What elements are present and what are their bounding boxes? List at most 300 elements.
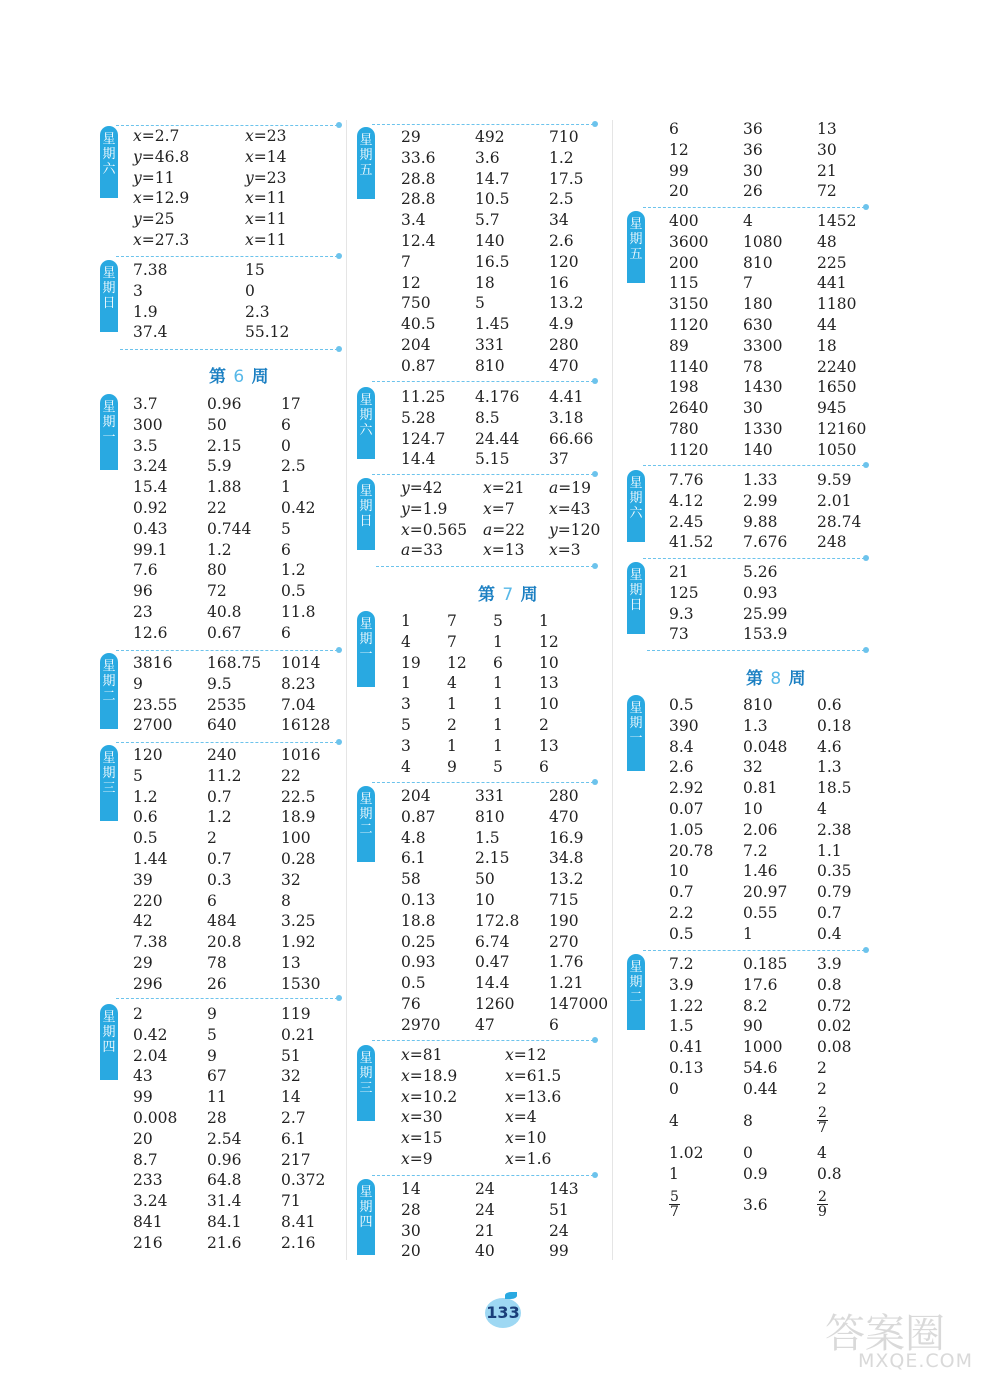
answer-cell: 6 [281, 415, 291, 434]
week-title-suffix: 周 [251, 367, 270, 387]
answer-cell: x=1.6 [505, 1150, 552, 1168]
answer-cell: 2.06 [743, 820, 778, 839]
answer-cell: 1120 [669, 440, 709, 459]
answer-cell: 945 [817, 399, 847, 418]
answer-cell: 48 [817, 232, 837, 251]
answer-cell: 23 [133, 603, 153, 621]
week-title-prefix: 第 [478, 585, 496, 605]
answer-cell: 331 [475, 336, 505, 354]
answer-cell: 0.92 [133, 499, 168, 517]
answer-cell: 13.2 [549, 294, 584, 313]
answer-cell: 0 [245, 281, 255, 300]
answer-cell: 2.7 [281, 1109, 306, 1127]
weekday-tab [357, 478, 375, 550]
weekday-label: 星 期 四 [102, 1010, 116, 1055]
answer-cell: 5.26 [743, 563, 778, 581]
answer-cell: 2.6 [549, 232, 574, 250]
dashed-divider [116, 650, 338, 651]
answer-cell [669, 1190, 680, 1219]
answer-cell: 0.372 [281, 1171, 326, 1190]
dashed-divider [120, 349, 338, 350]
answer-cell: x=7 [483, 499, 515, 518]
answer-cell: 0.96 [207, 395, 242, 413]
answer-cell: 143 [549, 1180, 579, 1198]
answer-cell: 5 [207, 1025, 217, 1044]
answer-cell: 6 [281, 623, 291, 642]
answer-cell: 12.4 [401, 232, 436, 250]
answer-cell: a=33 [401, 541, 443, 560]
answer-cell: 3.6 [743, 1196, 768, 1214]
answer-cell: 0.21 [281, 1025, 316, 1044]
weekday-tab [627, 562, 645, 634]
answer-cell: 8 [281, 891, 291, 910]
answer-cell: 4 [401, 632, 411, 651]
answer-cell: x=12 [505, 1046, 547, 1064]
answer-cell: 7 [743, 274, 753, 293]
weekday-tab [627, 954, 645, 1030]
answer-cell: 1.22 [669, 996, 704, 1015]
answer-cell: 2.01 [817, 491, 852, 510]
answer-cell: x=13 [483, 541, 525, 560]
answer-cell: 0.6 [133, 808, 158, 827]
answer-cell: 4.41 [549, 388, 584, 406]
answer-cell: x=12.9 [133, 189, 190, 208]
answer-cell: 4.12 [669, 491, 704, 510]
answer-cell: 4 [401, 757, 411, 776]
answer-cell: 1050 [817, 440, 857, 459]
answer-cell: 217 [281, 1150, 311, 1169]
answer-cell: 9.59 [817, 471, 852, 489]
weekday-tab [357, 611, 375, 687]
answer-cell: 18.5 [817, 779, 852, 798]
weekday-label: 星 期 六 [359, 393, 373, 438]
answer-cell: 3300 [743, 336, 783, 355]
answer-cell: 0.67 [207, 623, 242, 642]
answer-cell: 140 [743, 440, 773, 459]
answer-cell: 1.5 [669, 1017, 694, 1036]
answer-cell: x=43 [549, 499, 591, 518]
answer-cell: 390 [669, 716, 699, 735]
answer-cell: 220 [133, 891, 163, 910]
answer-cell: 19 [401, 653, 421, 672]
answer-cell: 1 [539, 612, 549, 630]
answer-cell: 120 [133, 746, 163, 764]
weekday-label: 星 期 六 [102, 132, 116, 177]
answer-cell: 1.76 [549, 953, 584, 972]
answer-cell: 12 [669, 140, 689, 159]
answer-cell: 44 [817, 316, 837, 334]
dashed-divider [643, 465, 865, 466]
answer-cell: 51 [281, 1046, 301, 1065]
answer-cell: 5 [281, 519, 291, 538]
weekday-label: 星 期 三 [102, 751, 116, 796]
answer-cell: 2 [133, 1005, 143, 1023]
answer-cell: 16.5 [475, 252, 510, 271]
answer-cell: 24 [549, 1221, 569, 1240]
answer-cell: a=22 [483, 520, 525, 539]
answer-cell: 1 [493, 736, 503, 755]
answer-cell: 58 [401, 870, 421, 889]
answer-cell: 10 [539, 695, 559, 714]
answer-cell: 0.7 [207, 787, 232, 806]
answer-cell: 31.4 [207, 1192, 242, 1211]
weekday-label: 星 期 六 [629, 476, 643, 521]
answer-cell: 2.99 [743, 491, 778, 510]
answer-cell: 841 [133, 1213, 163, 1231]
answer-cell: 0.08 [817, 1038, 852, 1057]
answer-cell: 2.3 [245, 302, 270, 321]
answer-cell: 5 [493, 612, 503, 630]
answer-cell: 2 [539, 716, 549, 734]
answer-cell: 18.9 [281, 808, 316, 827]
answer-cell: 2.16 [281, 1233, 316, 1252]
answer-cell: 0.42 [133, 1025, 168, 1044]
answer-cell: 21 [669, 563, 689, 581]
week-title-prefix: 第 [209, 367, 227, 387]
answer-cell: y=42 [401, 479, 443, 497]
answer-cell: 2535 [207, 695, 247, 714]
answer-cell: 9 [207, 1046, 217, 1065]
answer-cell: 14 [401, 1180, 421, 1198]
answer-cell: 20 [401, 1242, 421, 1261]
weekday-tab [100, 394, 118, 470]
answer-cell: x=11 [245, 189, 287, 208]
answer-cell: 9 [133, 674, 143, 693]
dashed-divider [372, 1175, 594, 1176]
answer-cell: x=11 [245, 231, 287, 249]
answer-cell: 99 [549, 1242, 569, 1261]
answer-cell: 89 [669, 336, 689, 355]
answer-cell: 1.02 [669, 1144, 704, 1162]
answer-cell: 6 [493, 653, 503, 672]
answer-cell: 2640 [669, 399, 709, 418]
answer-cell: 4.176 [475, 388, 520, 406]
answer-cell: 2 [207, 829, 217, 848]
answer-cell: x=3 [549, 541, 581, 560]
weekday-label: 星 期 一 [359, 617, 373, 662]
answer-cell: 300 [133, 415, 163, 434]
answer-cell: 6.1 [401, 849, 426, 868]
answer-cell: 1330 [743, 420, 783, 438]
answer-cell: 0.41 [669, 1038, 704, 1057]
answer-cell: 0.7 [207, 850, 232, 868]
answer-cell: y=120 [549, 520, 601, 539]
answer-cell: 0.87 [401, 807, 436, 826]
answer-cell: 11 [207, 1088, 227, 1107]
answer-cell: 2240 [817, 357, 857, 376]
answer-cell: 2.92 [669, 779, 704, 798]
weekday-tab [627, 211, 645, 283]
answer-cell: 18.8 [401, 911, 436, 930]
answer-cell: 0.744 [207, 519, 252, 538]
answer-cell: 11.25 [401, 388, 446, 406]
answer-cell: 115 [669, 274, 699, 293]
answer-cell: 2 [817, 1079, 827, 1098]
answer-cell: 5 [401, 716, 411, 734]
page-number: 133 [483, 1294, 523, 1328]
answer-cell: 24 [475, 1200, 495, 1219]
answer-cell: 10 [669, 862, 689, 881]
answer-cell: 5 [133, 766, 143, 785]
column-separator [612, 120, 613, 1260]
answer-cell: 0.35 [817, 862, 852, 881]
answer-cell: 0 [669, 1079, 679, 1098]
answer-cell: 1 [493, 695, 503, 714]
answer-cell: 1 [743, 924, 753, 943]
answer-cell: 7 [447, 612, 457, 630]
answer-cell: 0.47 [475, 953, 510, 972]
answer-cell: 76 [401, 995, 421, 1013]
answer-cell: 32 [281, 1067, 301, 1086]
answer-cell: 22 [207, 499, 227, 517]
column-separator [346, 120, 347, 1260]
answer-cell: 6 [539, 757, 549, 776]
answer-cell: 8.5 [475, 408, 500, 427]
answer-cell: 200 [669, 253, 699, 272]
answer-cell: 21 [475, 1221, 495, 1240]
answer-cell: 0.3 [207, 870, 232, 889]
answer-cell: 1.88 [207, 478, 242, 497]
answer-cell: 30 [401, 1221, 421, 1240]
dashed-divider [116, 256, 338, 257]
answer-cell: 4 [743, 212, 753, 230]
answer-cell: 34.8 [549, 849, 584, 868]
answer-cell: 0.55 [743, 904, 778, 922]
answer-cell: 1650 [817, 378, 857, 397]
answer-cell: 8.2 [743, 996, 768, 1015]
answer-cell: 13 [817, 120, 837, 138]
answer-cell: 0.13 [669, 1059, 704, 1077]
answer-cell: 28 [401, 1200, 421, 1219]
answer-cell: 30 [743, 161, 763, 180]
answer-cell: 3150 [669, 295, 709, 314]
answer-cell: 4.6 [817, 737, 842, 756]
answer-cell: 3.7 [133, 395, 158, 413]
answer-cell: 190 [549, 911, 579, 930]
answer-cell: 1.92 [281, 933, 316, 952]
fraction-numerator: 2 [818, 1189, 827, 1205]
answer-cell: 1000 [743, 1038, 783, 1057]
answer-cell: 78 [743, 357, 763, 376]
answer-cell: 0.4 [817, 924, 842, 943]
answer-cell: 25.99 [743, 604, 788, 623]
answer-cell: 8.7 [133, 1150, 158, 1169]
answer-cell: 41.52 [669, 533, 714, 552]
answer-cell: 1.9 [133, 302, 158, 321]
answer-cell: 13.2 [549, 870, 584, 889]
answer-cell: 470 [549, 356, 579, 375]
answer-cell: y=1.9 [401, 499, 448, 518]
answer-cell: x=15 [401, 1129, 443, 1148]
answer-cell: x=21 [483, 479, 525, 497]
answer-cell: 7.38 [133, 261, 168, 279]
weekday-tab [357, 127, 375, 199]
answer-cell: 1.21 [549, 974, 584, 993]
answer-cell: 4.8 [401, 828, 426, 847]
answer-cell: 0.5 [669, 696, 694, 714]
answer-cell: 34 [549, 211, 569, 230]
answer-cell: 73 [669, 625, 689, 644]
answer-cell: 0.79 [817, 883, 852, 902]
answer-cell: 4 [669, 1112, 679, 1130]
answer-cell: 29 [133, 954, 153, 972]
weekday-tab [627, 695, 645, 771]
answer-cell: 1.46 [743, 862, 778, 881]
answer-cell: x=2.7 [133, 127, 180, 145]
answer-cell: 640 [207, 716, 237, 735]
answer-cell: 5.15 [475, 450, 510, 469]
answer-cell: 296 [133, 974, 163, 993]
answer-cell: 0.185 [743, 955, 788, 973]
answer-cell: 7.04 [281, 695, 316, 714]
answer-cell: 37.4 [133, 323, 168, 342]
answer-cell: 2970 [401, 1015, 441, 1034]
answer-cell: 24 [475, 1180, 495, 1198]
answer-cell: x=0.565 [401, 520, 468, 539]
weekday-label: 星 期 一 [629, 701, 643, 746]
answer-cell: y=23 [245, 168, 287, 187]
answer-cell: 248 [817, 533, 847, 552]
answer-cell: 18 [817, 336, 837, 355]
answer-cell: 2.45 [669, 512, 704, 531]
answer-cell: 2.6 [669, 758, 694, 777]
answer-cell: 14.4 [401, 450, 436, 469]
answer-cell: 99 [133, 1088, 153, 1107]
answer-cell: 198 [669, 378, 699, 397]
answer-cell: 67 [207, 1067, 227, 1086]
answer-cell: 30 [743, 399, 763, 418]
answer-cell: 36 [743, 140, 763, 159]
answer-cell: 1.2 [133, 787, 158, 806]
answer-cell: 20.78 [669, 841, 714, 860]
dashed-divider [647, 650, 865, 651]
answer-cell: 168.75 [207, 654, 262, 672]
answer-cell: 9.88 [743, 512, 778, 531]
answer-cell: 1120 [669, 316, 709, 334]
answer-cell [817, 1190, 828, 1219]
answer-cell: 1.33 [743, 471, 778, 489]
answer-cell: 400 [669, 212, 699, 230]
week-title [746, 664, 807, 689]
answer-cell: 11.8 [281, 603, 316, 621]
answer-cell: 1 [401, 674, 411, 693]
answer-cell: 1.2 [207, 808, 232, 827]
fraction [669, 1190, 680, 1219]
answer-cell: 750 [401, 294, 431, 313]
answer-cell: 172.8 [475, 911, 520, 930]
answer-cell: 0.9 [743, 1165, 768, 1183]
answer-cell: 233 [133, 1171, 163, 1190]
answer-cell: 40.5 [401, 315, 436, 334]
answer-cell: 24.44 [475, 429, 520, 448]
answer-cell [817, 1106, 828, 1135]
dashed-divider [372, 381, 594, 382]
answer-cell: a=19 [549, 479, 591, 497]
answer-cell: 7 [401, 252, 411, 271]
answer-cell: 5.7 [475, 211, 500, 230]
answer-cell: 0.72 [817, 996, 852, 1015]
weekday-tab [100, 1004, 118, 1080]
answer-cell: 11.2 [207, 766, 242, 785]
week-title [478, 580, 539, 605]
answer-cell: 125 [669, 583, 699, 602]
answer-cell: 55.12 [245, 323, 290, 342]
answer-cell: 5 [475, 294, 485, 313]
answer-cell: 7.2 [669, 955, 694, 973]
answer-cell: 1 [447, 695, 457, 714]
answer-cell: 441 [817, 274, 847, 293]
answer-cell: x=27.3 [133, 231, 190, 249]
answer-cell: 20 [669, 182, 689, 201]
answer-cell: 0.07 [669, 800, 704, 818]
answer-cell: 120 [549, 252, 579, 271]
weekday-label: 星 期 日 [359, 484, 373, 529]
answer-cell: 780 [669, 420, 699, 438]
answer-cell: 28 [207, 1109, 227, 1127]
week-number: 7 [496, 585, 521, 605]
answer-cell: 17.6 [743, 975, 778, 994]
answer-cell: 7.6 [133, 561, 158, 580]
answer-cell: 0.7 [817, 904, 842, 922]
watermark-logo: 答案圈 [825, 1311, 945, 1357]
answer-cell: 0.42 [281, 499, 316, 517]
answer-cell: 28.8 [401, 169, 436, 188]
answer-cell: 1 [669, 1165, 679, 1183]
answer-cell: x=11 [245, 210, 287, 229]
answer-cell: 6 [281, 540, 291, 559]
answer-cell: 0.25 [401, 932, 436, 951]
answer-cell: 9 [207, 1005, 217, 1023]
answer-cell: 2 [447, 716, 457, 734]
answer-cell: 1180 [817, 295, 857, 314]
weekday-tab [357, 387, 375, 459]
answer-cell: 124.7 [401, 429, 446, 448]
answer-cell: x=10 [505, 1129, 547, 1148]
answer-cell: 710 [549, 128, 579, 146]
fraction-numerator: 2 [818, 1105, 827, 1121]
dashed-divider [643, 558, 865, 559]
answer-cell: 2.04 [133, 1046, 168, 1065]
answer-cell: 715 [549, 891, 579, 909]
weekday-label: 星 期 四 [359, 1185, 373, 1230]
weekday-label: 星 期 五 [629, 217, 643, 262]
answer-cell: 270 [549, 932, 579, 951]
answer-cell: 0.93 [743, 583, 778, 602]
answer-cell: x=81 [401, 1046, 443, 1064]
answer-cell: 16.9 [549, 828, 584, 847]
answer-cell: 10 [539, 653, 559, 672]
answer-cell: 492 [475, 128, 505, 146]
answer-cell: 0.7 [669, 883, 694, 902]
answer-cell: 16 [549, 273, 569, 292]
answer-cell: 8.41 [281, 1213, 316, 1231]
answer-cell: 2.2 [669, 904, 694, 922]
dashed-divider [643, 207, 865, 208]
answer-cell: 12.6 [133, 623, 168, 642]
answer-cell: 1.44 [133, 850, 168, 868]
answer-cell: 43 [133, 1067, 153, 1086]
answer-cell: 9 [447, 757, 457, 776]
answer-cell: 3.18 [549, 408, 584, 427]
answer-cell: 20.8 [207, 933, 242, 952]
answer-cell: x=10.2 [401, 1087, 458, 1106]
watermark-url: MXQE.COM [858, 1350, 974, 1372]
answer-cell: 1.5 [475, 828, 500, 847]
answer-cell: 2.5 [549, 190, 574, 209]
dashed-divider [372, 1040, 594, 1041]
answer-cell: 42 [133, 912, 153, 931]
answer-cell: 14.4 [475, 974, 510, 993]
